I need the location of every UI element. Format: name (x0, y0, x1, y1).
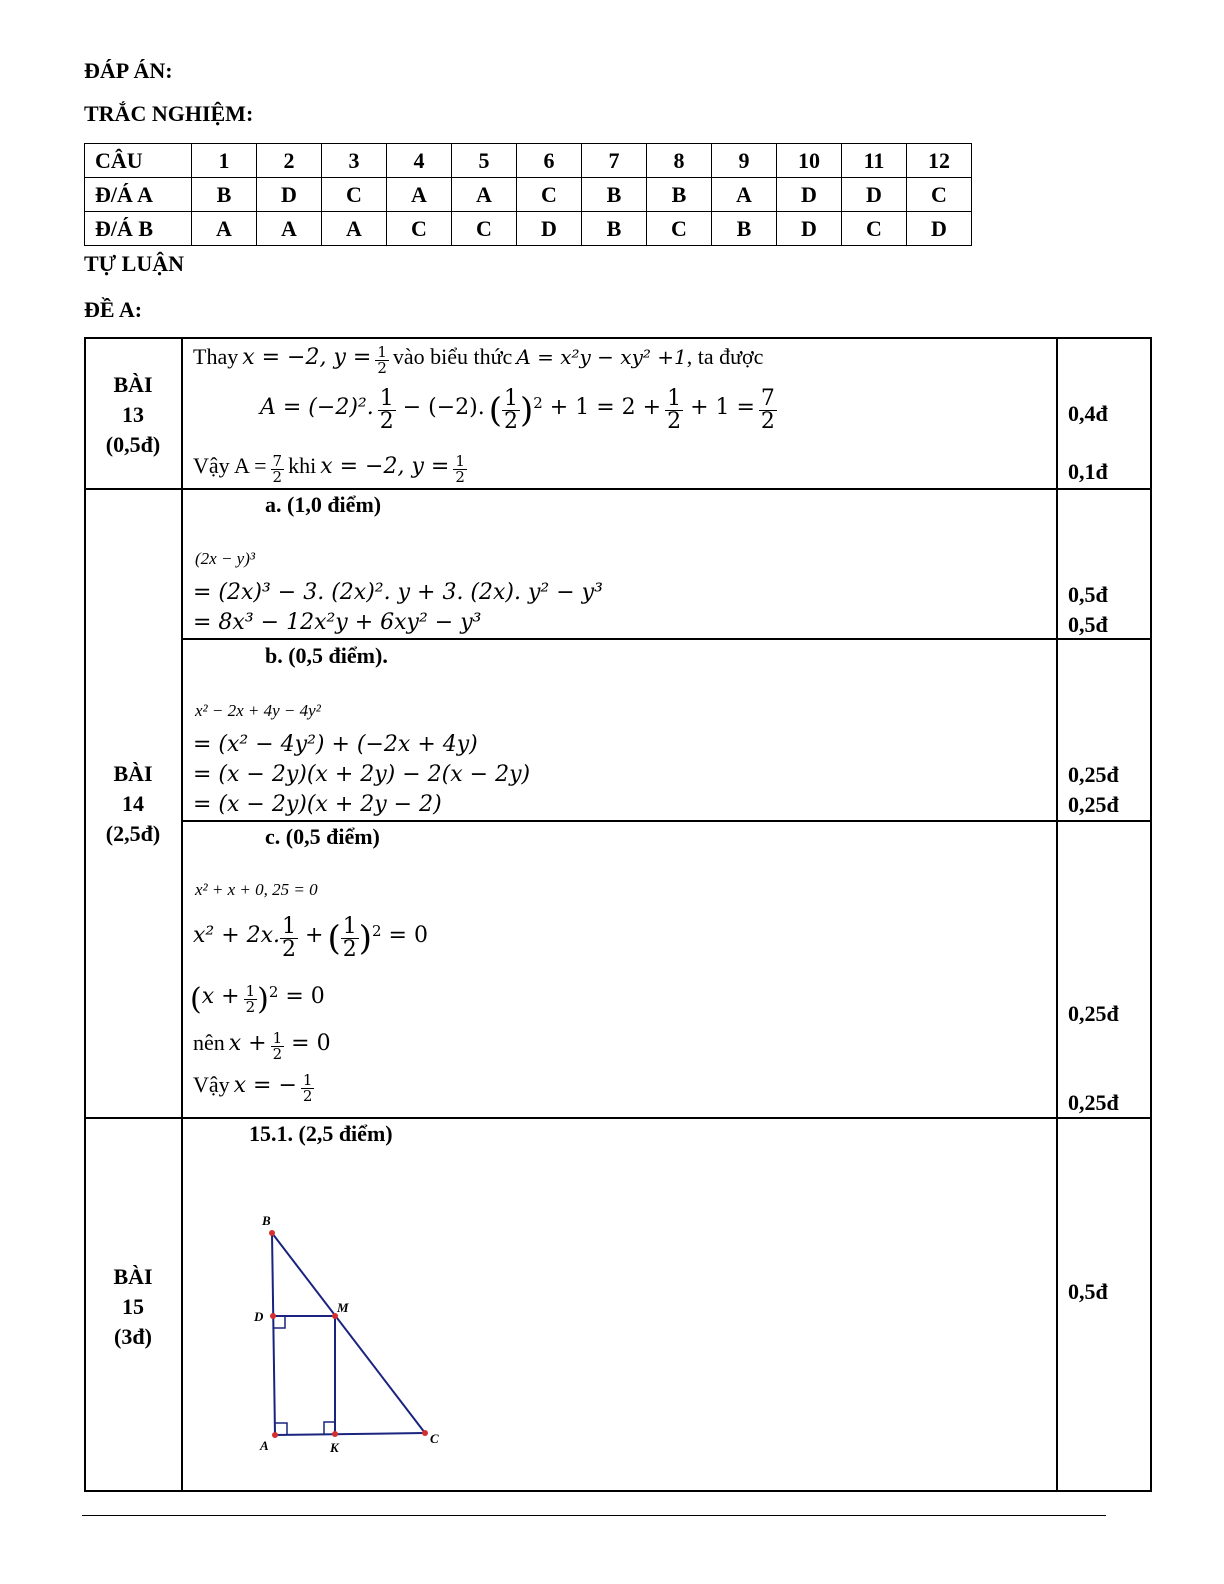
bai13-line3: Vậy A = $\frac{7}{2}$ khi x = −2, y = $\frac{1}{2}$ (193, 451, 465, 486)
table-cell: 11 (842, 144, 907, 178)
table-cell: C (322, 178, 387, 212)
bai14-c-line: x² + x + 0, 25 = 0 (195, 880, 318, 899)
bai14-b-title: b. (0,5 điểm). (265, 643, 388, 668)
points-label: 0,25đ (1068, 762, 1119, 787)
bai14-b-line: = (x² − 4y²) + (−2x + 4y) (193, 732, 478, 757)
table-cell: D (777, 212, 842, 246)
table-cell: C (517, 178, 582, 212)
table-cell: Đ/Á B (85, 212, 192, 246)
label-k: K (330, 1440, 339, 1455)
table-cell: A (712, 178, 777, 212)
multiple-choice-table (84, 143, 972, 246)
table-cell: B (647, 178, 712, 212)
answer-key-heading: ĐÁP ÁN: (84, 58, 173, 83)
bai13-line2: A = (−2)². $\frac{1}{2}$ − (−2). ( $\frac{1}{2}$ )$^2$ + 1 = 2 + $\frac{1}{2}$ + 1 = $\frac{7}{2}$ (260, 386, 775, 434)
bai15-title: 15.1. (2,5 điểm) (249, 1121, 393, 1146)
points-label: 0,4đ (1068, 401, 1108, 426)
points-label: 0,5đ (1068, 582, 1108, 607)
table-cell: B (582, 178, 647, 212)
table-cell: D (257, 178, 322, 212)
triangle-figure (240, 1200, 470, 1460)
table-cell: 4 (387, 144, 452, 178)
table-cell: A (452, 178, 517, 212)
table-cell: C (452, 212, 517, 246)
segment-bc (272, 1233, 425, 1433)
table-cell: C (907, 178, 972, 212)
table-cell: D (517, 212, 582, 246)
points-label: 0,5đ (1068, 612, 1108, 637)
table-cell: 6 (517, 144, 582, 178)
figure-segments (272, 1233, 425, 1435)
bai14-c-title: c. (0,5 điểm) (265, 824, 380, 849)
point-c (422, 1430, 428, 1436)
point-k (332, 1431, 338, 1437)
multiple-choice-heading: TRẮC NGHIỆM: (84, 101, 254, 126)
point-a (272, 1432, 278, 1438)
table-cell: A (387, 178, 452, 212)
bai14-b-line: = (x − 2y)(x + 2y) − 2(x − 2y) (193, 762, 531, 787)
bai14-c-line: x² + 2x. $\frac{1}{2}$ + ( $\frac{1}{2}$ )$^2$ = 0 (193, 914, 428, 962)
table-row (85, 144, 972, 178)
table-cell: Đ/Á A (85, 178, 192, 212)
table-cell: A (192, 212, 257, 246)
version-a-heading: ĐỀ A: (84, 297, 143, 322)
table-row (85, 178, 972, 212)
table-cell: 7 (582, 144, 647, 178)
bai14-label: BÀI 14 (2,5đ) (105, 761, 161, 846)
label-d: D (254, 1309, 264, 1324)
point-b (269, 1230, 275, 1236)
table-cell: 9 (712, 144, 777, 178)
segment-ba (272, 1233, 275, 1435)
bai15-label: BÀI 15 (3đ) (113, 1264, 153, 1349)
table-cell: 2 (257, 144, 322, 178)
bai14-a-line: = 8x³ − 12x²y + 6xy² − y³ (193, 610, 482, 635)
label-b: B (262, 1213, 271, 1228)
table-cell: 1 (192, 144, 257, 178)
table-cell: A (322, 212, 387, 246)
table-cell: D (777, 178, 842, 212)
table-row (85, 212, 972, 246)
points-label: 0,25đ (1068, 792, 1119, 817)
table-cell: D (842, 178, 907, 212)
table-cell: D (907, 212, 972, 246)
label-c: C (430, 1431, 439, 1446)
table-cell: B (192, 178, 257, 212)
table-cell: 10 (777, 144, 842, 178)
essay-heading: TỰ LUẬN (84, 251, 185, 276)
right-angle-marks (273, 1316, 335, 1435)
bai13-line1: Thay x = −2, y = $\frac{1}{2}$ vào biểu thức A = x²y − xy² +1, ta được (193, 342, 764, 377)
label-a: A (260, 1438, 269, 1453)
bai14-a-title: a. (1,0 điểm) (265, 492, 382, 517)
points-label: 0,1đ (1068, 459, 1108, 484)
bai14-a-line: = (2x)³ − 3. (2x)². y + 3. (2x). y² − y³ (193, 580, 603, 605)
points-label: 0,25đ (1068, 1001, 1119, 1026)
table-cell: C (387, 212, 452, 246)
table-cell: B (712, 212, 777, 246)
table-cell: CÂU (85, 144, 192, 178)
table-cell: B (582, 212, 647, 246)
bai14-c-line: nên x + $\frac{1}{2}$ = 0 (193, 1028, 331, 1063)
footer-rule (82, 1515, 1106, 1516)
bai14-a-line: (2x − y)³ (195, 549, 255, 568)
bai14-b-line: x² − 2x + 4y − 4y² (195, 701, 321, 720)
table-cell: C (647, 212, 712, 246)
table-cell: 5 (452, 144, 517, 178)
points-label: 0,5đ (1068, 1279, 1108, 1304)
label-m: M (337, 1300, 349, 1315)
point-d (270, 1313, 276, 1319)
table-cell: 12 (907, 144, 972, 178)
bai14-b-line: = (x − 2y)(x + 2y − 2) (193, 792, 442, 817)
bai14-c-line: Vậy x = − $\frac{1}{2}$ (193, 1070, 313, 1105)
segment-ac (275, 1433, 425, 1435)
table-cell: A (257, 212, 322, 246)
table-cell: 8 (647, 144, 712, 178)
table-cell: C (842, 212, 907, 246)
bai13-label: BÀI 13 (0,5đ) (105, 372, 161, 457)
points-label: 0,25đ (1068, 1090, 1119, 1115)
table-cell: 3 (322, 144, 387, 178)
bai14-c-line: (x + $\frac{1}{2}$ )$^2$ = 0 (190, 982, 325, 1017)
